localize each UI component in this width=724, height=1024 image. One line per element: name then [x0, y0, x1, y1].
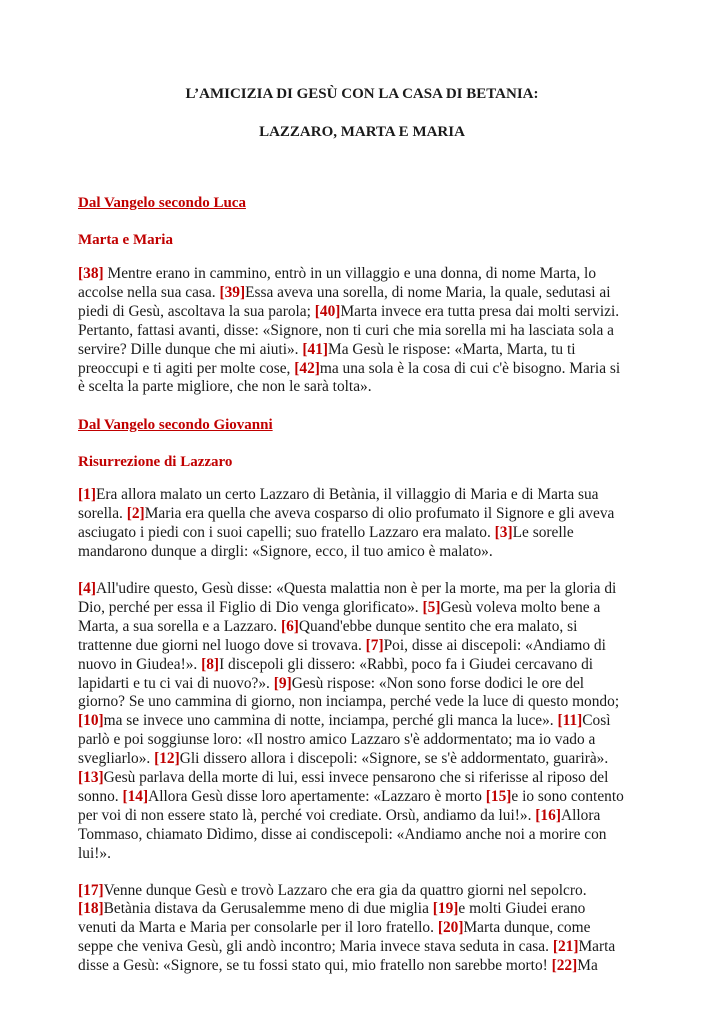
text-line	[78, 322, 646, 341]
document-subtitle: LAZZARO, MARTA E MARIA	[259, 124, 465, 140]
verse-text: venuti da Marta e Maria per consolarle per il loro fratello.	[78, 919, 438, 937]
verse-number: [17]	[78, 881, 104, 899]
text-line	[78, 882, 646, 901]
verse-text: Era allora malato un certo Lazzaro di Betània, il villaggio di Maria e di Marta sua	[95, 486, 599, 504]
text-line	[78, 675, 646, 694]
verse-text: Maria era quella che aveva cosparso di olio profumato il Signore e gli aveva	[144, 505, 615, 523]
text-line	[78, 265, 646, 284]
section-link-giovanni[interactable]: Dal Vangelo secondo Giovanni	[78, 417, 273, 434]
verse-text: Allora Gesù disse loro apertamente: «Lazzaro è morto	[148, 787, 486, 805]
subheading-risurrezione: Risurrezione di Lazzaro	[78, 454, 233, 471]
verse-text: Poi, disse ai discepoli: «Andiamo di	[383, 636, 606, 654]
verse-text: svegliarlo».	[78, 750, 155, 768]
paragraph-giovanni-3	[78, 882, 646, 977]
verse-text: parlò e poi soggiunse loro: «Il nostro amico Lazzaro s'è addormentato; ma io vado a	[78, 731, 596, 749]
verse-text: giorno? Se uno cammina di giorno, non inciampa, perché vede la luce di questo mondo;	[78, 693, 620, 711]
verse-text: Così	[582, 712, 611, 730]
text-line	[78, 750, 646, 769]
verse-number: [10]	[78, 712, 104, 730]
verse-text: Le sorelle	[512, 524, 574, 542]
verse-text: Tommaso, chiamato Dìdimo, disse ai condiscepoli: «Andiamo anche noi a morire con	[78, 825, 607, 843]
verse-text: asciugato i piedi con i suoi capelli; suo fratello Lazzaro era malato.	[78, 524, 495, 542]
text-line	[78, 486, 646, 505]
verse-number: [15]	[485, 787, 512, 805]
text-line	[78, 938, 646, 957]
verse-text: Marta invece era tutta presa dai molti servizi.	[340, 302, 620, 320]
verse-text: Mentre erano in cammino, entrò in un villaggio e una donna, di nome Marta, lo	[103, 265, 597, 282]
verse-text: servire? Dille dunque che mi aiuti».	[78, 340, 303, 358]
verse-text: sorella.	[78, 505, 127, 523]
verse-text: e molti Giudei erano	[458, 900, 586, 918]
section-link-luca[interactable]: Dal Vangelo secondo Luca	[78, 195, 246, 211]
verse-text: Essa aveva una sorella, di nome Maria, la quale, sedutasi ai	[245, 283, 611, 301]
verse-text: Quand'ebbe dunque sentito che era malato, si	[298, 617, 578, 635]
text-line	[78, 505, 646, 524]
verse-text: lapidarti e tu ci vai di nuovo?».	[78, 674, 274, 692]
text-line	[78, 788, 646, 807]
verse-text: Betània distava da Gerusalemme meno di due miglia	[103, 900, 433, 918]
verse-number: [19]	[432, 900, 459, 918]
text-line	[78, 378, 646, 397]
verse-number: [11]	[557, 712, 583, 730]
verse-text: ma una sola è la cosa di cui c'è bisogno. Maria si	[319, 359, 621, 377]
document-page	[78, 84, 646, 976]
verse-number: [38]	[78, 265, 104, 282]
text-line	[78, 580, 646, 599]
verse-number: [20]	[437, 919, 464, 937]
text-line	[78, 524, 646, 543]
text-line	[78, 845, 646, 864]
verse-text: lui!».	[78, 844, 111, 862]
verse-text: è scelta la parte migliore, che non le sarà tolta».	[78, 378, 372, 396]
verse-number: [6]	[280, 617, 299, 635]
verse-number: [4]	[78, 579, 96, 597]
verse-text: trattenne due giorni nel luogo dove si trovava.	[78, 636, 366, 654]
verse-text: accolse nella sua casa.	[78, 283, 220, 301]
verse-text: ma se invece uno cammina di notte, inciampa, perché gli manca la luce».	[103, 712, 558, 730]
text-line	[78, 919, 646, 938]
text-line	[78, 731, 646, 750]
verse-number: [18]	[78, 900, 104, 918]
verse-text: Pertanto, fattasi avanti, disse: «Signore, non ti curi che mia sorella mi ha lasciata sola a	[78, 321, 614, 339]
verse-number: [12]	[154, 750, 180, 768]
verse-text: disse a Gesù: «Signore, se tu fossi stato qui, mio fratello non sarebbe morto!	[78, 957, 552, 975]
text-line	[78, 341, 646, 360]
verse-number: [14]	[122, 787, 149, 805]
verse-text: Marta	[578, 938, 616, 956]
verse-text: Ma	[577, 957, 598, 975]
verse-number: [5]	[422, 598, 441, 616]
verse-text: seppe che veniva Gesù, gli andò incontro; Maria invece stava seduta in casa.	[78, 938, 553, 956]
verse-text: Gesù parlava della morte di lui, essi invece pensarono che si riferisse al riposo del	[103, 769, 609, 787]
verse-text: sonno.	[78, 787, 123, 805]
text-line	[78, 826, 646, 845]
verse-text: I discepoli gli dissero: «Rabbì, poco fa i Giudei cercavano di	[219, 655, 594, 673]
verse-number: [1]	[78, 486, 96, 504]
verse-number: [40]	[314, 302, 341, 320]
text-line	[78, 637, 646, 656]
text-line	[78, 712, 646, 731]
verse-text: Marta, a sua sorella e a Lazzaro.	[78, 617, 281, 635]
text-line	[78, 284, 646, 303]
text-line	[78, 303, 646, 322]
verse-number: [42]	[294, 359, 320, 377]
verse-text: Gesù rispose: «Non sono forse dodici le ore del	[291, 674, 585, 692]
paragraph-giovanni-1	[78, 486, 646, 562]
verse-text: e io sono contento	[511, 787, 624, 805]
verse-number: [2]	[126, 505, 145, 523]
text-line	[78, 769, 646, 788]
verse-text: Gli dissero allora i discepoli: «Signore, se s'è addormentato, guarirà».	[179, 750, 609, 768]
verse-text: Gesù voleva molto bene a	[440, 598, 601, 616]
verse-number: [22]	[551, 957, 578, 975]
verse-text: nuovo in Giudea!».	[78, 655, 202, 673]
verse-number: [41]	[302, 340, 329, 358]
verse-number: [13]	[78, 769, 104, 787]
text-line	[78, 900, 646, 919]
verse-text: All'udire questo, Gesù disse: «Questa malattia non è per la morte, ma per la gloria di	[95, 579, 617, 597]
verse-number: [21]	[552, 938, 579, 956]
text-line	[78, 360, 646, 379]
verse-text: Allora	[560, 806, 601, 824]
verse-text: preoccupi e ti agiti per molte cose,	[78, 359, 295, 377]
text-line	[78, 807, 646, 826]
verse-number: [3]	[494, 524, 513, 542]
verse-text: Marta dunque, come	[463, 919, 591, 937]
document-title: L’AMICIZIA DI GESÙ CON LA CASA DI BETANIA:	[185, 86, 539, 102]
verse-text: piedi di Gesù, ascoltava la sua parola;	[78, 302, 315, 320]
text-line	[78, 618, 646, 637]
verse-text: Dio, perché per essa il Figlio di Dio venga glorificato».	[78, 598, 423, 616]
text-line	[78, 656, 646, 675]
verse-number: [8]	[201, 655, 220, 673]
verse-number: [39]	[219, 283, 246, 301]
text-line	[78, 693, 646, 712]
verse-text: per voi di non essere stato là, perché voi crediate. Orsù, andiamo da lui!».	[78, 806, 536, 824]
text-line	[78, 599, 646, 618]
verse-text: Ma Gesù le rispose: «Marta, Marta, tu ti	[328, 340, 576, 358]
verse-number: [7]	[365, 636, 384, 654]
text-line	[78, 957, 646, 976]
paragraph-luca	[78, 265, 646, 397]
verse-text: mandarono dunque a dirgli: «Signore, ecco, il tuo amico è malato».	[78, 543, 493, 561]
subheading-marta-e-maria: Marta e Maria	[78, 232, 173, 248]
paragraph-giovanni-2	[78, 580, 646, 864]
text-line	[78, 543, 646, 562]
verse-number: [9]	[273, 674, 292, 692]
verse-text: Venne dunque Gesù e trovò Lazzaro che era gia da quattro giorni nel sepolcro.	[103, 881, 587, 899]
verse-number: [16]	[535, 806, 561, 824]
